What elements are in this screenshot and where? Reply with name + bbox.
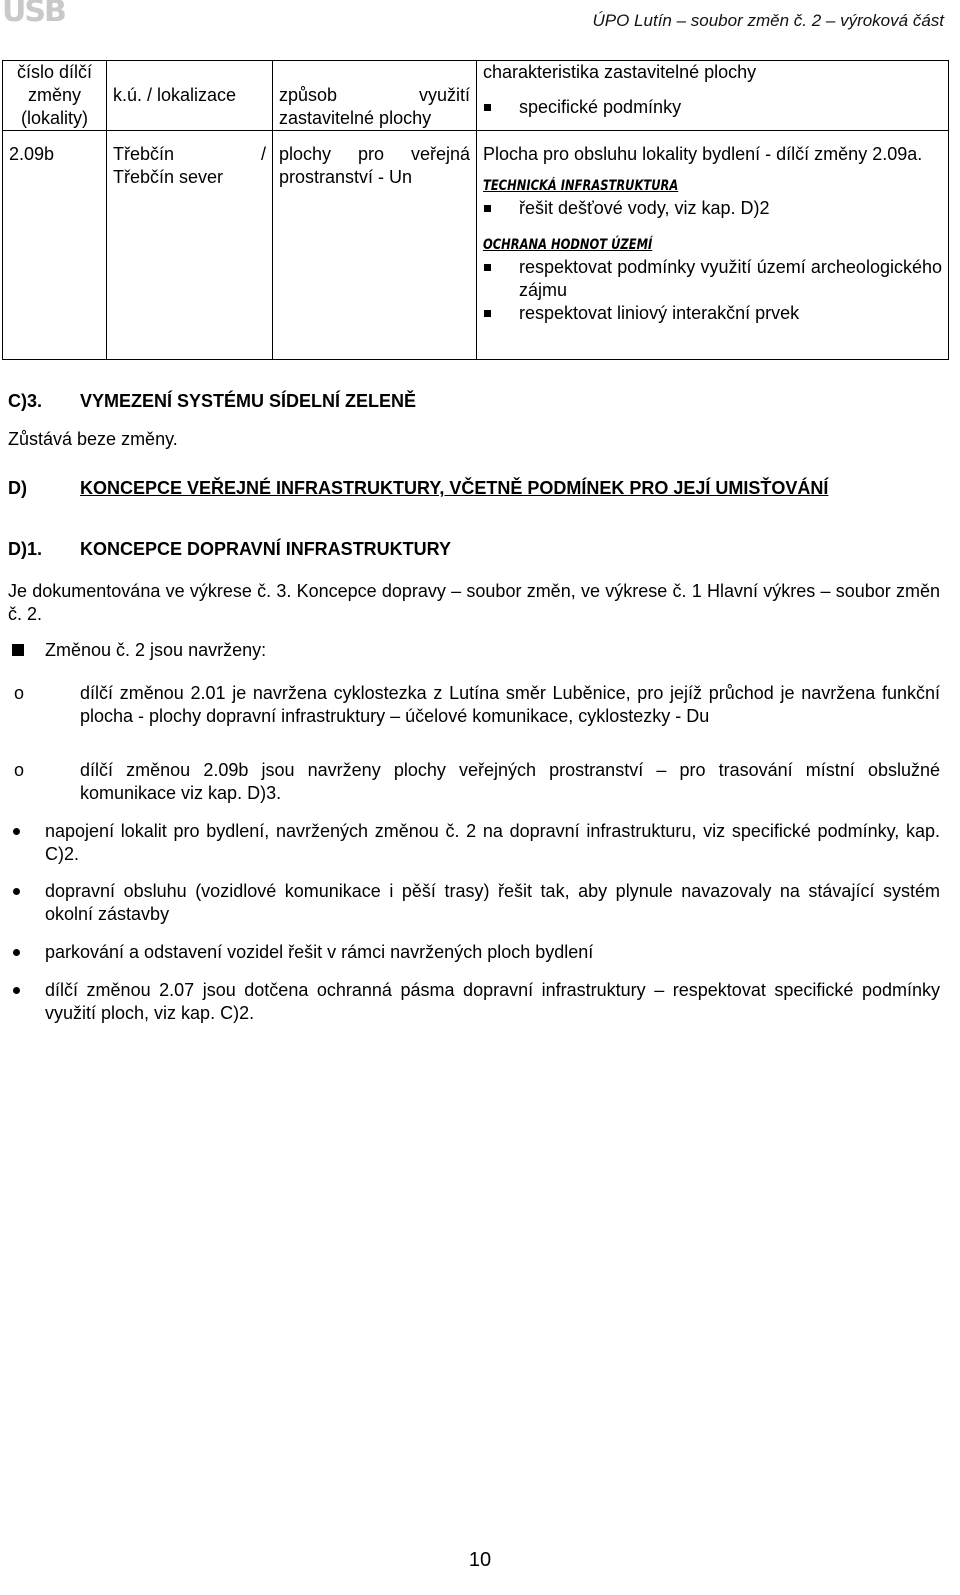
list-item: o dílčí změnou 2.09b jsou navrženy plochy veřejných prostranství – pro trasování místní obslužné komunikace viz kap. D)3.	[14, 760, 940, 803]
protection-heading: OCHRANA HODNOT ÚZEMÍ	[483, 237, 653, 253]
table-header-row	[3, 61, 949, 131]
changes-intro: Změnou č. 2 jsou navrženy:	[8, 639, 940, 662]
use-word: plochy	[279, 144, 332, 164]
row-use: plochy pro veřejná prostranství - Un	[273, 131, 477, 360]
list-item: respektovat liniový interakční prvek	[483, 302, 942, 325]
document-title: ÚPO Lutín – soubor změn č. 2 – výroková část	[592, 11, 944, 30]
d1-text: Je dokumentována ve výkrese č. 3. Koncepce dopravy – soubor změn, ve výkrese č. 1 Hlavní výkres – soubor změn č. 2.	[8, 581, 940, 624]
square-bullet-icon	[12, 644, 24, 656]
list-item: dopravní obsluhu (vozidlové komunikace i pěší trasy) řešit tak, aby plynule navazovaly na stávající systém okolní zástavby	[8, 880, 940, 926]
list-item: dílčí změnou 2.07 jsou dotčena ochranná pásma dopravní infrastruktury – respektovat specifické podmínky využití ploch, viz kap. C)2.	[8, 979, 940, 1025]
section-heading-c3: C)3. VYMEZENÍ SYSTÉMU SÍDELNÍ ZELENĚ	[8, 391, 417, 411]
section-heading-d1: D)1. KONCEPCE DOPRAVNÍ INFRASTRUKTURY	[8, 539, 452, 559]
list-item: o dílčí změnou 2.01 je navržena cyklostezka z Lutína směr Luběnice, pro jejíž průchod je navržena funkční plocha - plochy dopravní infrastruktury – účelové komunikace, cyklostezky - Du	[14, 683, 940, 726]
bullet-icon	[13, 949, 20, 956]
header-use: způsob využití zastavitelné plochy	[273, 61, 477, 131]
list-item: respektovat podmínky využití území archeologického zájmu	[483, 256, 942, 302]
bullet-icon	[13, 888, 20, 895]
table-row	[3, 131, 949, 360]
logo: USB	[2, 0, 65, 29]
bullet-icon	[13, 828, 20, 835]
list-item: specifické podmínky	[483, 96, 942, 119]
list-item: parkování a odstavení vozidel řešit v rámci navržených ploch bydlení	[8, 941, 940, 964]
bullet-icon	[13, 987, 20, 994]
page-number: 10	[468, 1549, 492, 1571]
header-characteristics: charakteristika zastavitelné plochy specifické podmínky	[477, 61, 949, 131]
tech-infrastructure-heading: TECHNICKÁ INFRASTRUKTURA	[483, 178, 679, 194]
header-change-id: číslo dílčí změny (lokality)	[3, 61, 107, 131]
list-item: řešit dešťové vody, viz kap. D)2	[483, 197, 942, 220]
row-change-id: 2.09b	[3, 131, 107, 360]
use-word: pro	[357, 144, 384, 164]
row-location: Třebčín / Třebčín sever	[107, 131, 273, 360]
row-description: Plocha pro obsluhu lokality bydlení - dílčí změny 2.09a.	[483, 144, 923, 164]
row-characteristics	[477, 131, 949, 360]
zoning-table	[2, 60, 949, 360]
list-item: napojení lokalit pro bydlení, navržených změnou č. 2 na dopravní infrastrukturu, viz specifické podmínky, kap. C)2.	[8, 820, 940, 866]
c3-text: Zůstává beze změny.	[8, 429, 178, 449]
use-word: veřejná	[410, 144, 470, 164]
circle-marker-icon: o	[14, 760, 25, 780]
section-heading-d: D) KONCEPCE VEŘEJNÉ INFRASTRUKTURY, VČETNĚ PODMÍNEK PRO JEJÍ UMISŤOVÁNÍ	[8, 478, 829, 498]
header-location: k.ú. / lokalizace	[107, 61, 273, 131]
circle-marker-icon: o	[14, 683, 25, 703]
